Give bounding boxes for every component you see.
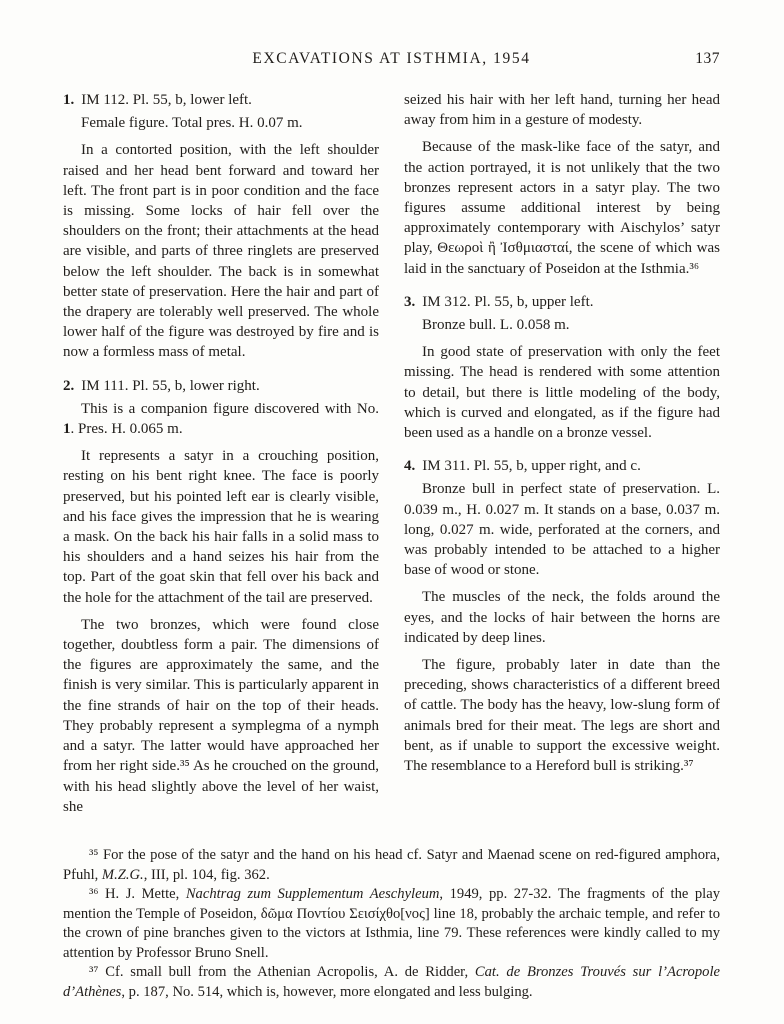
- page-header: [63, 50, 720, 68]
- entry-1-heading: [63, 90, 379, 110]
- entry-2-heading: [63, 376, 379, 396]
- page-number: 137: [695, 50, 720, 67]
- entry-4-number: 4.: [404, 458, 416, 475]
- footnote-37-text: ³⁷ Cf. small bull from the Athenian Acropolis, A. de Ridder,: [89, 964, 475, 981]
- entry-2-title: IM 111. Pl. 55, b, lower right.: [81, 377, 260, 394]
- entry-4-paragraph-1: Bronze bull in perfect state of preservation. L. 0.039 m., H. 0.027 m. It stands on a base, 0.037 m. long, 0.027 m. wide, perforated at the corners, and was probably intended to be attached to a higher base of wood or stone.: [404, 481, 720, 579]
- footnote-37-rest: , p. 187, No. 514, which is, however, more elongated and less bulging.: [121, 984, 533, 1001]
- left-column: [63, 90, 379, 824]
- footnote-36-citation: Nachtrag zum Supplementum Aeschyleum: [185, 886, 440, 903]
- entry-2-paragraph-2-continuation: seized his hair with her left hand, turning her head away from him in a gesture of modesty.: [404, 92, 720, 129]
- footnote-35: [63, 846, 720, 885]
- entry-2-paragraph-1: It represents a satyr in a crouching position, resting on his bent right knee. The face is poorly preserved, but his pointed left ear is clearly visible, and his face gives the impression that he is wearing a mask. On the back his hair falls in a solid mass to his shoulders and a hand seizes his hair from the top. Part of the goat skin that fell over his back and the hole for the attachment of the tail are preserved.: [63, 448, 379, 606]
- entry-2-paragraph-2: The two bronzes, which were found close together, doubtless form a pair. The dimensions of the figures are approximately the same, and the finish is very similar. This is particularly apparent in the fine strands of hair on the top of their heads. They probably represent a symplegma of a nymph and a satyr. The latter would have approached her from her right side.³⁵ As he crouched on the ground, with his head slightly above the level of her waist, she: [63, 616, 379, 815]
- entry-2-subtitle-text: This is a companion figure discovered with No.: [81, 400, 379, 417]
- entry-3-heading: [404, 292, 720, 312]
- entry-4-title: IM 311. Pl. 55, b, upper right, and c.: [422, 458, 641, 475]
- footnote-35-text: ³⁵ For the pose of the satyr and the hand on his head cf. Satyr and Maenad scene on red-figured amphora, Pfuhl,: [63, 846, 720, 883]
- entry-2-number: 2.: [63, 377, 75, 394]
- entry-3-subtitle: Bronze bull. L. 0.058 m.: [422, 317, 570, 334]
- right-column: [404, 90, 720, 824]
- footnote-35-citation: M.Z.G.: [101, 866, 144, 883]
- entry-2-subtitle: [63, 399, 379, 439]
- entry-2-subtitle-ref-number: 1: [63, 421, 71, 438]
- entry-3-paragraph-1: In good state of preservation with only the feet missing. The head is rendered with some attention to detail, but there is little modeling of the body, which is curved and elongated, as if the figure had been used as a handle on a bronze vessel.: [404, 344, 720, 442]
- footnote-36: [63, 885, 720, 963]
- entry-1-number: 1.: [63, 92, 75, 108]
- footnote-37: [63, 963, 720, 1002]
- entry-2-paragraph-3: Because of the mask-like face of the satyr, and the action portrayed, it is not unlikely that the two bronzes represent actors in a satyr play. The two figures assume additional interest by being approximately contemporary with Aischylos’ satyr play, Θεωροὶ ἢ Ἰσθμιασταί, the scene of which was laid in the sanctuary of Poseidon at the Isthmia.³⁶: [404, 139, 720, 277]
- entry-4-paragraph-2: The muscles of the neck, the folds around the eyes, and the locks of hair between the horns are indicated by deep lines.: [404, 589, 720, 646]
- entry-3-number: 3.: [404, 293, 416, 310]
- footnote-37-citation: Cat. de Bronzes Trouvés sur l’Acropole d’Athènes: [63, 964, 720, 1001]
- running-title: EXCAVATIONS AT ISTHMIA, 1954: [252, 50, 531, 67]
- entry-1-subtitle: Female figure. Total pres. H. 0.07 m.: [81, 115, 303, 132]
- entry-1-title: IM 112. Pl. 55, b, lower left.: [81, 92, 252, 108]
- footnote-35-rest: , III, pl. 104, fig. 362.: [143, 866, 270, 883]
- entry-2-subtitle-rest: . Pres. H. 0.065 m.: [70, 421, 183, 438]
- entry-4-heading: [404, 456, 720, 476]
- entry-4-paragraph-3: The figure, probably later in date than the preceding, shows characteristics of a different breed of cattle. The body has the heavy, low-slung form of animals bred for their meat. The legs are short and bent, as if unable to support the excessive weight. The resemblance to a Hereford bull is striking.³⁷: [404, 657, 720, 775]
- footnote-36-rest: , 1949, pp. 27-32. The fragments of the play mention the Temple of Poseidon, δῶμα Ποντίου Σεισίχθο[νος] line 18, probably the archaic temple, and refer to the crown of pine branches given to the victors at Isthmia, line 79. These references were kindly called to my attention by Professor Bruno Snell.: [63, 886, 721, 961]
- footnote-36-text: ³⁶ H. J. Mette,: [89, 886, 186, 903]
- entry-3-title: IM 312. Pl. 55, b, upper left.: [422, 293, 594, 310]
- entry-1-paragraph-1: In a contorted position, with the left shoulder raised and her head bent forward and toward her left. The front part is in poor condition and the face is missing. Some locks of hair fell over the shoulders on the front; their attachments at the head are visible, and parts of three ringlets are preserved below the left shoulder. The back is in somewhat better state of preservation. Here the hair and part of the drapery are tolerably well preserved. The whole lower half of the figure was destroyed by fire and is now a formless mass of metal.: [63, 142, 379, 361]
- text-columns: [63, 90, 720, 824]
- footnotes-section: [63, 846, 720, 1003]
